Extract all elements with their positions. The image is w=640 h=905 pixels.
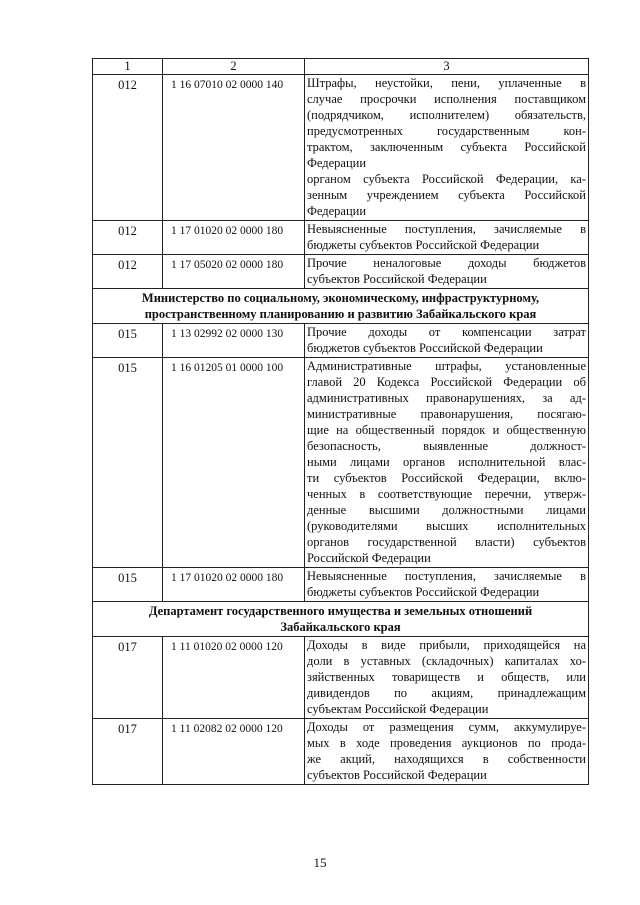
- description-line: министративные правонарушения, посягаю-: [307, 407, 586, 421]
- description-line: ными лицами органов исполнительной влас-: [307, 455, 586, 469]
- description-line: бюджетов субъектов Российской Федерации: [307, 341, 543, 355]
- description-line: субъектов Российской Федерации: [307, 768, 487, 782]
- description-line: случае просрочки исполнения поставщиком: [307, 92, 586, 106]
- table-row: [93, 324, 589, 358]
- column-header-3: 3: [305, 59, 589, 75]
- description-line: главой 20 Кодекса Российской Федерации об: [307, 375, 586, 389]
- section-title-line: Министерство по социальному, экономическому, инфраструктурному,: [141, 291, 540, 305]
- table-row: [93, 75, 589, 221]
- revenue-code-cell: 1 16 07010 02 0000 140: [163, 75, 305, 221]
- description-line: предусмотренных государственным кон-: [307, 124, 586, 138]
- table-row: [93, 255, 589, 289]
- description-cell: [305, 255, 589, 289]
- admin-code-cell: 015: [93, 324, 163, 358]
- description-line: (руководителями высших исполнительных: [307, 519, 586, 533]
- section-header-row: [93, 289, 589, 324]
- description-line: субъектов Российской Федерации: [307, 272, 487, 286]
- description-line: зяйственных товариществ и обществ, или: [307, 670, 586, 684]
- description-line: щие на общественный порядок и общественную: [307, 423, 586, 437]
- budget-revenue-table: [92, 58, 589, 785]
- admin-code-cell: 015: [93, 358, 163, 568]
- admin-code-cell: 012: [93, 75, 163, 221]
- description-line: (подрядчиком, исполнителем) обязательств,: [307, 108, 586, 122]
- section-header-row: [93, 602, 589, 637]
- description-line: денные высшими должностными лицами: [307, 503, 586, 517]
- revenue-code-cell: 1 17 05020 02 0000 180: [163, 255, 305, 289]
- description-line: Невыясненные поступления, зачисляемые в: [307, 222, 586, 236]
- description-cell: [305, 358, 589, 568]
- description-line: ти субъектов Российской Федерации, вклю-: [307, 471, 586, 485]
- description-line: Прочие неналоговые доходы бюджетов: [307, 256, 586, 270]
- revenue-code-cell: 1 11 01020 02 0000 120: [163, 637, 305, 719]
- description-line: трактом, заключенным субъекта Российской Федерации: [307, 140, 586, 170]
- description-cell: [305, 221, 589, 255]
- description-line: Доходы от размещения сумм, аккумулируе-: [307, 720, 586, 734]
- section-title-line: Забайкальского края: [280, 620, 401, 634]
- description-cell: [305, 719, 589, 785]
- admin-code-cell: 012: [93, 221, 163, 255]
- column-header-1: 1: [93, 59, 163, 75]
- revenue-code-cell: 1 11 02082 02 0000 120: [163, 719, 305, 785]
- description-line: Прочие доходы от компенсации затрат: [307, 325, 586, 339]
- description-line: бюджеты субъектов Российской Федерации: [307, 585, 540, 599]
- description-line: зенным учреждением субъекта Российской: [307, 188, 586, 202]
- table-row: [93, 221, 589, 255]
- description-line: мых в ходе проведения аукционов по прода-: [307, 736, 586, 750]
- description-line: дивидендов по акциям, принадлежащим: [307, 686, 586, 700]
- description-line: органом субъекта Российской Федерации, ка-: [307, 172, 586, 186]
- description-line: Невыясненные поступления, зачисляемые в: [307, 569, 586, 583]
- revenue-code-cell: 1 17 01020 02 0000 180: [163, 221, 305, 255]
- description-line: органов государственной власти) субъектов: [307, 535, 586, 549]
- description-cell: [305, 75, 589, 221]
- revenue-code-cell: 1 16 01205 01 0000 100: [163, 358, 305, 568]
- description-line: ченных в соответствующие перечни, утверж-: [307, 487, 586, 501]
- description-line: Административные штрафы, установленные: [307, 359, 586, 373]
- description-line: бюджеты субъектов Российской Федерации: [307, 238, 540, 252]
- table-row: [93, 358, 589, 568]
- page-number: 15: [313, 855, 327, 870]
- section-title: [93, 289, 589, 324]
- description-line: Штрафы, неустойки, пени, уплаченные в: [307, 76, 586, 90]
- section-title: [93, 602, 589, 637]
- revenue-code-cell: 1 17 01020 02 0000 180: [163, 568, 305, 602]
- admin-code-cell: 017: [93, 637, 163, 719]
- description-line: безопасность, выявленные должност-: [307, 439, 586, 453]
- description-line: Федерации: [307, 204, 367, 218]
- admin-code-cell: 017: [93, 719, 163, 785]
- column-header-2: 2: [163, 59, 305, 75]
- table-header-row: [93, 59, 589, 75]
- description-line: субъектам Российской Федерации: [307, 702, 489, 716]
- description-line: Доходы в виде прибыли, приходящейся на: [307, 638, 586, 652]
- admin-code-cell: 012: [93, 255, 163, 289]
- description-line: административных правонарушениях, за ад-: [307, 391, 586, 405]
- description-line: Российской Федерации: [307, 551, 431, 565]
- description-line: доли в уставных (складочных) капиталах хо-: [307, 654, 586, 668]
- revenue-code-cell: 1 13 02992 02 0000 130: [163, 324, 305, 358]
- section-title-line: пространственному планированию и развитию Забайкальского края: [144, 307, 537, 321]
- table-row: [93, 568, 589, 602]
- section-title-line: Департамент государственного имущества и земельных отношений: [148, 604, 533, 618]
- admin-code-cell: 015: [93, 568, 163, 602]
- table-row: [93, 719, 589, 785]
- description-cell: [305, 324, 589, 358]
- description-cell: [305, 637, 589, 719]
- description-line: же акций, находящихся в собственности: [307, 752, 586, 766]
- table-row: [93, 637, 589, 719]
- description-cell: [305, 568, 589, 602]
- table-body: [93, 59, 589, 785]
